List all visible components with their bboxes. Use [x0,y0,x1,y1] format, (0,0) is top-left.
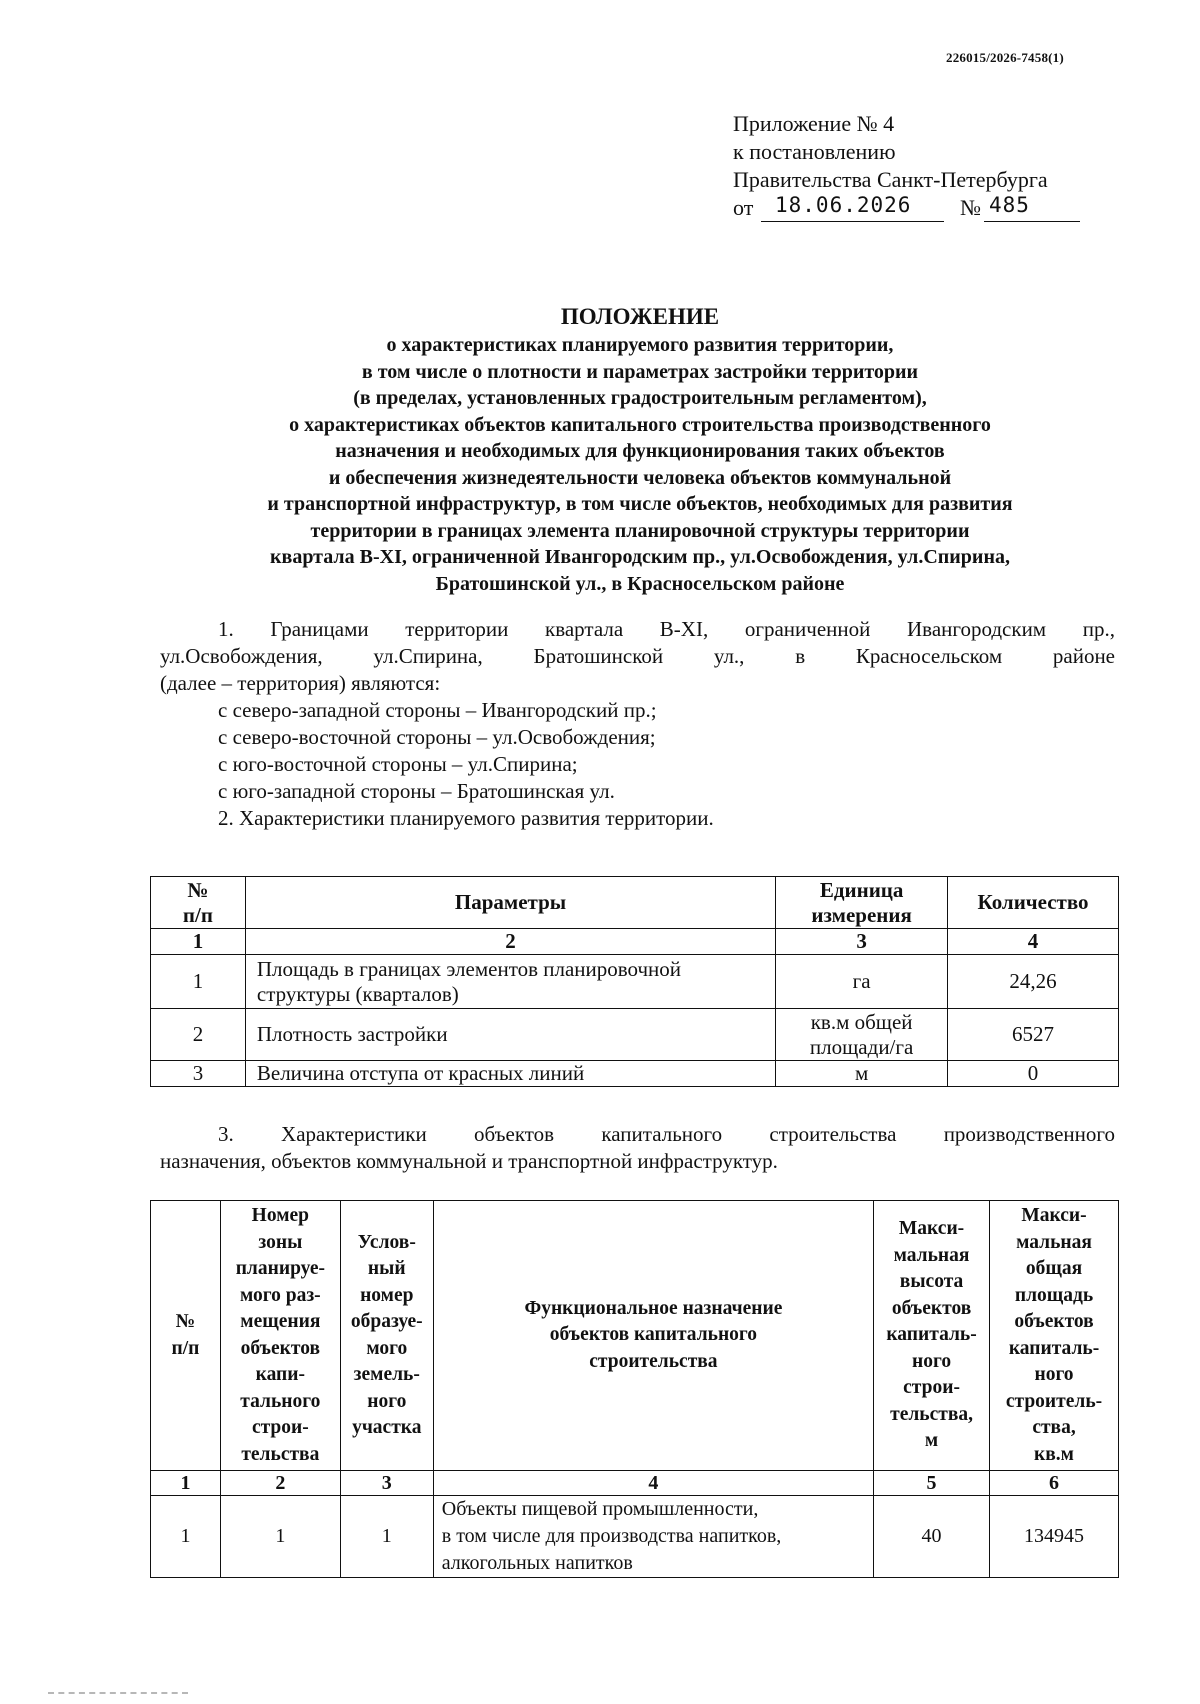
col-number: 6 [990,1471,1119,1496]
document-registration-number: 226015/2026-7458(1) [946,50,1064,65]
col-number: 4 [433,1471,873,1496]
title-line: и транспортной инфраструктур, в том числе объектов, необходимых для развития [267,493,1013,515]
title-heading: ПОЛОЖЕНИЕ [560,304,720,329]
header-max-height: Макси- мальная высота объектов капиталь- ного строи- тельства, м [874,1201,990,1471]
title-line: (в пределах, установленных градостроительным регламентом), [353,387,927,409]
border-item: с юго-западной стороны – Братошинская ул. [218,779,615,803]
title-line: о характеристиках планируемого развития территории, [386,334,894,356]
title-line: Братошинской ул., в Красносельском районе [435,572,845,595]
col-number: 1 [151,929,246,955]
table-row [151,1009,1119,1061]
row-zone: 1 [220,1496,340,1578]
appendix-line-3: Правительства Санкт-Петербурга [733,167,1048,192]
border-item: с северо-западной стороны – Ивангородский пр.; [218,698,657,722]
title-line: о характеристиках объектов капитального строительства производственного [289,413,991,436]
document-title [150,302,1130,597]
row-number: 2 [151,1009,246,1061]
table-header-row [151,877,1119,929]
row-purpose: Объекты пищевой промышленности, в том числе для производства напитков, алкогольных напитков [433,1496,873,1578]
col-number: 3 [340,1471,433,1496]
col-number: 3 [776,929,948,955]
header-qty: Количество [948,877,1119,929]
row-quantity: 6527 [948,1009,1119,1061]
col-number: 2 [245,929,775,955]
col-number: 2 [220,1471,340,1496]
section-1-line-1: 1. Границами территории квартала В-XI, ограниченной Ивангородским пр., [218,617,1115,641]
row-parameter: Плотность застройки [245,1009,775,1061]
column-number-row [151,929,1119,955]
row-max-area: 134945 [990,1496,1119,1578]
col-number: 4 [948,929,1119,955]
row-quantity: 0 [948,1061,1119,1087]
header-unit: Единица измерения [776,877,948,929]
scan-artifact [48,1692,188,1704]
title-line: территории в границах элемента планировочной структуры территории [310,519,970,542]
border-item: с юго-восточной стороны – ул.Спирина; [218,752,578,776]
row-number: 1 [151,1496,221,1578]
row-max-height: 40 [874,1496,990,1578]
title-line: назначения и необходимых для функционирования таких объектов [335,440,945,462]
title-line: квартала В-XI, ограниченной Ивангородским пр., ул.Освобождения, ул.Спирина, [270,546,1010,568]
section-3-line-1: 3. Характеристики объектов капитального строительства производственного [218,1122,1115,1146]
header-zone-number: Номер зоны планируе- мого раз- мещения объектов капи- тального строи- тельства [220,1201,340,1471]
section-3-line-2: назначения, объектов коммунальной и транспортной инфраструктур. [160,1149,778,1173]
appendix-line-1: Приложение № 4 [733,111,895,136]
col-number: 5 [874,1471,990,1496]
number-underline [984,221,1080,222]
header-max-area: Макси- мальная общая площадь объектов капиталь- ного строитель- ства, кв.м [990,1201,1119,1471]
border-item: с северо-восточной стороны – ул.Освобождения; [218,725,656,749]
appendix-block [733,110,1073,224]
table-row [151,1061,1119,1087]
appendix-ot-label: от [733,195,754,220]
section-1-line-3: (далее – территория) являются: [160,671,441,695]
row-parameter: Величина отступа от красных линий [245,1061,775,1087]
section-1 [160,616,1115,832]
table-row [151,1496,1119,1578]
section-3 [160,1121,1115,1175]
capital-construction-table [150,1200,1119,1578]
row-number: 3 [151,1061,246,1087]
row-unit: м [776,1061,948,1087]
header-no: № п/п [151,1201,221,1471]
territory-characteristics-table [150,876,1119,1087]
date-underline [761,221,944,222]
resolution-date: 18.06.2026 [775,193,912,217]
table-header-row [151,1201,1119,1471]
header-plot-number: Услов- ный номер образуе- мого земель- ного участка [340,1201,433,1471]
header-purpose: Функциональное назначение объектов капитального строительства [433,1201,873,1471]
row-number: 1 [151,955,246,1009]
row-unit: кв.м общей площади/га [776,1009,948,1061]
column-number-row [151,1471,1119,1496]
col-number: 1 [151,1471,221,1496]
row-parameter: Площадь в границах элементов планировочной структуры (кварталов) [245,955,775,1009]
appendix-number-sign: № [960,195,981,220]
row-plot: 1 [340,1496,433,1578]
appendix-line-2: к постановлению [733,139,896,164]
title-line: и обеспечения жизнедеятельности человека объектов коммунальной [328,466,952,489]
header-params: Параметры [245,877,775,929]
section-2-heading: 2. Характеристики планируемого развития территории. [218,806,714,830]
header-no: № п/п [151,877,246,929]
row-unit: га [776,955,948,1009]
table-row [151,955,1119,1009]
title-line: в том числе о плотности и параметрах застройки территории [361,360,919,383]
appendix-date-line [733,194,1073,224]
resolution-number: 485 [989,193,1030,217]
row-quantity: 24,26 [948,955,1119,1009]
section-1-line-2: ул.Освобождения, ул.Спирина, Братошинской ул., в Красносельском районе [160,644,1115,668]
